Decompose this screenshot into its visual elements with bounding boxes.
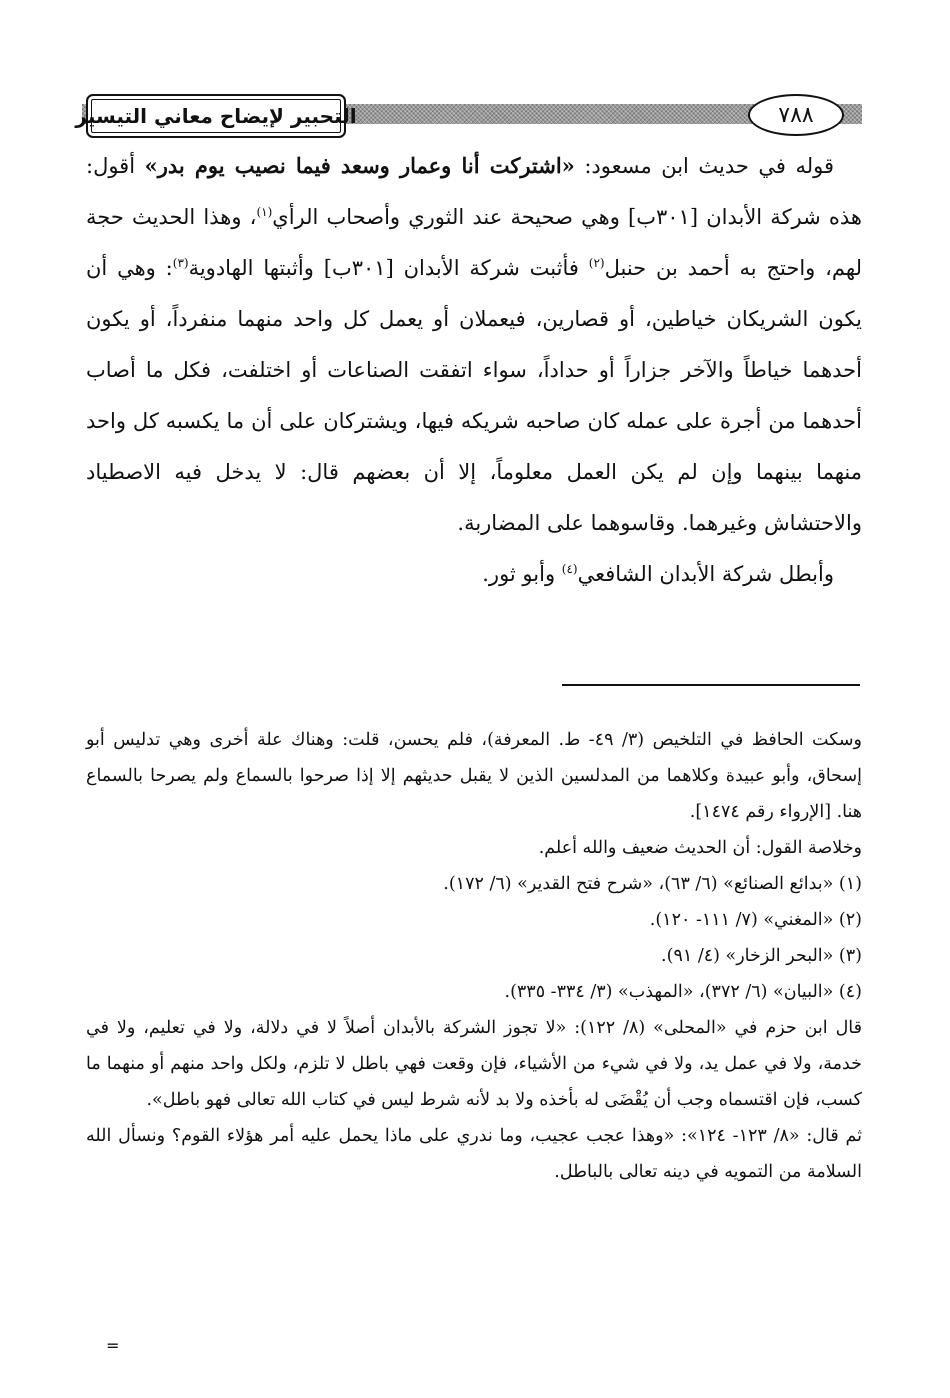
footnote-ref-1: (١) (256, 205, 273, 219)
footnote-1: (١) «بدائع الصنائع» (٦/ ٦٣)، «شرح فتح القدير» (٦/ ١٧٢). (443, 874, 862, 894)
paragraph-text: ، وهذا الحديث حجة لهم، واحتج به أحمد بن حنبل (86, 205, 862, 280)
main-paragraph-2 (86, 549, 862, 600)
footnote-ref-3: (٣) (172, 256, 189, 270)
footnote-ref-4: (٤) (561, 562, 578, 576)
note-ibn-hazm: قال ابن حزم في «المحلى» (٨/ ١٢٢): «لا تجوز الشركة بالأبدان أصلاً لا في دلالة، ولا في تعليم، ولا في خدمة، ولا في عمل يد، ولا في شيء من الأشياء، فإن وقعت فهي باطل لا تلزم، ولكل واحد منهم أو منهما ما كسب، فإن اقتسماه وجب أن يُقْضَى له بأخذه ولا بد لأنه شرط ليس في كتاب الله تعالى فهو باطل». (86, 1018, 862, 1110)
paragraph-text: فأثبت شركة الأبدان [٣٠١ب] وأثبتها الهادوية (188, 256, 589, 280)
note-summary: وخلاصة القول: أن الحديث ضعيف والله أعلم. (538, 838, 862, 858)
footnote-2: (٢) «المغني» (٧/ ١١١- ١٢٠). (649, 910, 862, 930)
paragraph-text: وأبو ثور. (482, 562, 562, 586)
footnote-3: (٣) «البحر الزخار» (٤/ ٩١). (661, 946, 862, 966)
paragraph-text: وأبطل شركة الأبدان الشافعي (577, 562, 834, 586)
footnote-ref-2: (٢) (588, 256, 605, 270)
hadith-quote: «اشتركت أنا وعمار وسعد فيما نصيب يوم بدر» (144, 153, 575, 178)
footnote-divider (562, 684, 860, 686)
paragraph-text: : وهي أن يكون الشريكان خياطين، أو قصارين، فيعملان أو يعمل كل واحد منهما منفرداً، أو يكون أحدهما خياطاً والآخر جزاراً أو حداداً، سواء اتفقت الصناعات أو اختلفت، فكل ما أصاب أحدهما من أجرة على عمله كان صاحبه شريكه فيها، ويشتركان على أن ما يكسبه كل واحد منهما بينهما وإن لم يكن العمل معلوماً، إلا أن بعضهم قال: لا يدخل فيه الاصطياد والاحتشاش وغيرهما. وقاسوهما على المضاربة. (86, 256, 862, 535)
footnotes (86, 722, 862, 1190)
main-text (86, 140, 862, 600)
footnote-4: (٤) «البيان» (٦/ ٣٧٢)، «المهذب» (٣/ ٣٣٤- ٣٣٥). (504, 982, 862, 1002)
book-title: التحبير لإيضاح معاني التيسير (86, 94, 346, 138)
page-header (75, 94, 862, 138)
continuation-mark: = (106, 1336, 120, 1355)
note-continuation: وسكت الحافظ في التلخيص (٣/ ٤٩- ط. المعرفة)، فلم يحسن، قلت: وهناك علة أخرى وهي تدليس أبو إسحاق، وأبو عبيدة وكلاهما من المدلسين الذين لا يقبل حديثهم إلا إذا صرحوا بالسماع ولم يصرحا بالسماع هنا. [الإرواء رقم ١٤٧٤]. (86, 730, 862, 822)
paragraph-intro: قوله في حديث ابن مسعود: (574, 154, 834, 178)
page-number: ٧٨٨ (748, 94, 844, 136)
note-ibn-hazm-continued: ثم قال: «٨/ ١٢٣- ١٢٤»: «وهذا عجب عجيب، وما ندري على ماذا يحمل عليه أمر هؤلاء القوم؟ ونسأل الله السلامة من التمويه في دينه تعالى بالباطل. (86, 1126, 862, 1182)
main-paragraph-1 (86, 140, 862, 549)
paragraph-text: أقول: هذه شركة الأبدان [٣٠١ب] وهي صحيحة عند الثوري وأصحاب الرأي (86, 154, 863, 229)
